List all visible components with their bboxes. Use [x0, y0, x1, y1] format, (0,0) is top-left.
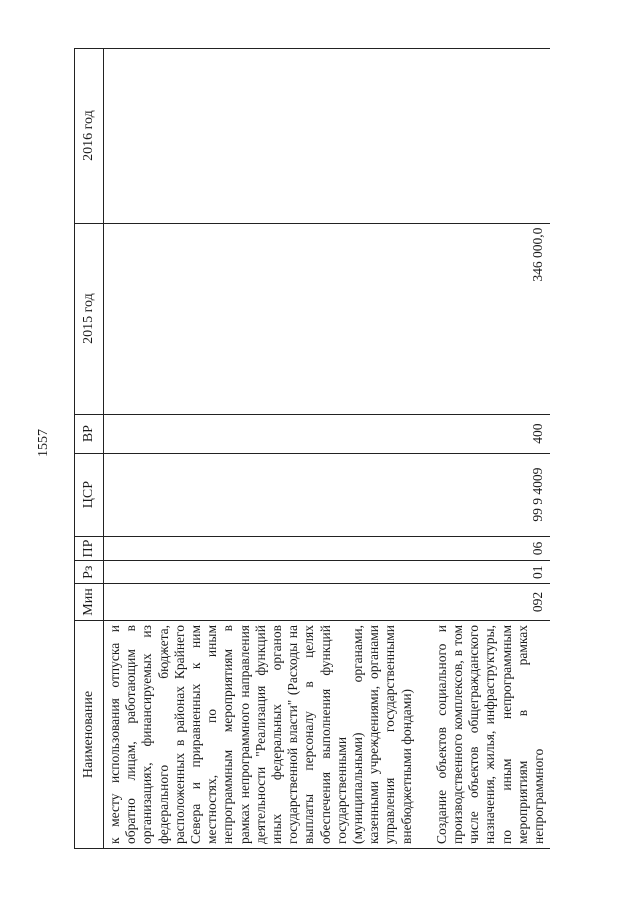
- header-2016: 2016 год: [75, 48, 104, 223]
- header-min: Мин: [75, 584, 104, 621]
- header-rz: Рз: [75, 561, 104, 584]
- row-name-cell: Создание объектов социального и производственного комплексов, в том числе объектов общегражданского назначения, жилья, инфраструктуры, по иным непрограммным мероприятиям в рамках непрограммного: [418, 621, 550, 849]
- row-2015-cell: [104, 223, 418, 414]
- page-number: 1557: [36, 429, 51, 457]
- row-csr-cell: 99 9 4009: [418, 453, 550, 536]
- header-vr: ВР: [75, 414, 104, 453]
- row-pr-cell: 06: [418, 536, 550, 561]
- header-csr: ЦСР: [75, 453, 104, 536]
- row-rz-cell: [104, 561, 418, 584]
- row-2015-cell: 346 000,0: [418, 223, 550, 414]
- row-min-cell: [104, 584, 418, 621]
- row-csr-cell: [104, 453, 418, 536]
- budget-table: [74, 48, 550, 849]
- row-name-cell: к месту использования отпуска и обратно лицам, работающим в организациях, финансируемых из федерального бюджета, расположенных в районах Крайнего Севера и приравненных к ним местностях, по иным непрограммным мероприятиям в рамках непрограммного направления деятельности "Реализация функций иных федеральных органов государственной власти" (Расходы на выплаты персоналу в целях обеспечения выполнения функций государственными (муниципальными) органами, казенными учреждениями, органами управления государственными внебюджетными фондами): [104, 621, 418, 849]
- row-2016-cell: [418, 48, 550, 223]
- header-pr: ПР: [75, 536, 104, 561]
- budget-table-wrapper: [74, 48, 550, 849]
- row-2016-cell: [104, 48, 418, 223]
- table-row: [418, 48, 550, 848]
- row-rz-cell: 01: [418, 561, 550, 584]
- table-row: [104, 48, 418, 848]
- row-vr-cell: 400: [418, 414, 550, 453]
- row-min-cell: 092: [418, 584, 550, 621]
- header-name: Наименование: [75, 621, 104, 849]
- row-vr-cell: [104, 414, 418, 453]
- row-pr-cell: [104, 536, 418, 561]
- header-2015: 2015 год: [75, 223, 104, 414]
- table-header-row: [75, 48, 104, 848]
